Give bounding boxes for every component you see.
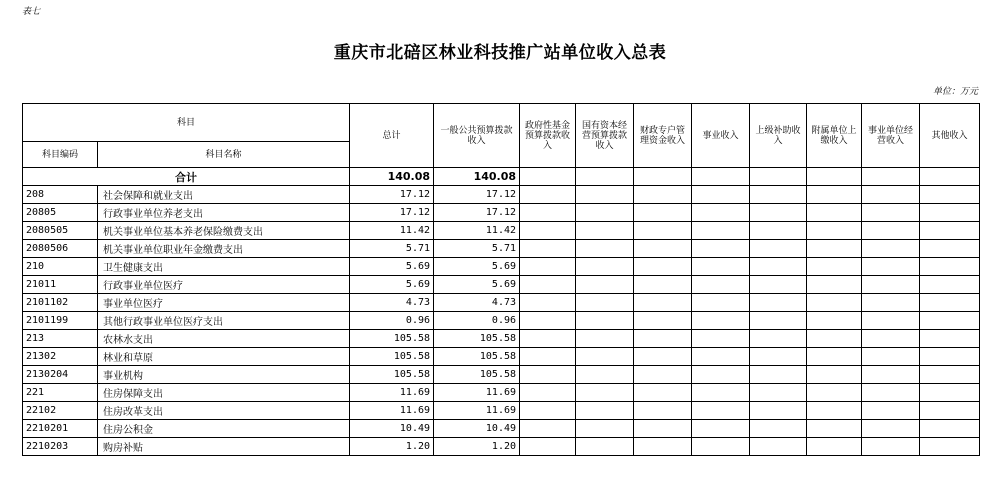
general-budget-cell: 105.58 — [434, 366, 520, 384]
general-budget-cell: 0.96 — [434, 312, 520, 330]
subject-name-cell: 社会保障和就业支出 — [98, 186, 350, 204]
general-budget-cell: 11.69 — [434, 402, 520, 420]
empty-cell — [634, 222, 692, 240]
empty-cell — [920, 330, 980, 348]
subject-name-cell: 住房公积金 — [98, 420, 350, 438]
empty-cell — [634, 276, 692, 294]
subject-code-cell: 208 — [23, 186, 98, 204]
state-capital-header: 国有资本经营预算拨款收入 — [576, 104, 634, 168]
empty-cell — [807, 258, 862, 276]
empty-cell — [750, 186, 807, 204]
empty-cell — [576, 204, 634, 222]
general-budget-cell: 1.20 — [434, 438, 520, 456]
empty-cell — [634, 312, 692, 330]
empty-cell — [634, 330, 692, 348]
empty-cell — [576, 384, 634, 402]
total-row — [23, 168, 980, 186]
empty-cell — [807, 438, 862, 456]
affiliated-header: 附属单位上缴收入 — [807, 104, 862, 168]
subject-name-cell: 机关事业单位职业年金缴费支出 — [98, 240, 350, 258]
table-row — [23, 240, 980, 258]
empty-cell — [807, 402, 862, 420]
empty-cell — [520, 330, 576, 348]
empty-cell — [807, 204, 862, 222]
empty-cell — [920, 240, 980, 258]
empty-cell — [692, 366, 750, 384]
empty-cell — [807, 420, 862, 438]
empty-cell — [862, 276, 920, 294]
empty-cell — [520, 312, 576, 330]
total-cell: 105.58 — [350, 330, 434, 348]
empty-cell — [634, 186, 692, 204]
empty-cell — [634, 240, 692, 258]
empty-cell — [692, 186, 750, 204]
subject-code-cell: 210 — [23, 258, 98, 276]
empty-cell — [862, 240, 920, 258]
total-cell: 11.42 — [350, 222, 434, 240]
subject-name-cell: 林业和草原 — [98, 348, 350, 366]
empty-cell — [862, 366, 920, 384]
empty-cell — [634, 204, 692, 222]
empty-cell — [862, 330, 920, 348]
total-cell: 5.69 — [350, 276, 434, 294]
empty-cell — [634, 258, 692, 276]
empty-cell — [862, 222, 920, 240]
empty-cell — [520, 402, 576, 420]
empty-cell — [576, 312, 634, 330]
empty-cell — [750, 384, 807, 402]
income-summary-table — [22, 103, 980, 456]
empty-cell — [576, 240, 634, 258]
empty-cell — [920, 366, 980, 384]
table-row — [23, 330, 980, 348]
empty-cell — [920, 204, 980, 222]
empty-cell — [634, 384, 692, 402]
total-cell: 0.96 — [350, 312, 434, 330]
total-cell: 1.20 — [350, 438, 434, 456]
empty-cell — [807, 366, 862, 384]
general-budget-cell: 4.73 — [434, 294, 520, 312]
empty-cell — [692, 402, 750, 420]
subject-code-cell: 2210203 — [23, 438, 98, 456]
subject-header: 科目 — [23, 104, 350, 142]
general-budget-cell: 17.12 — [434, 186, 520, 204]
empty-cell — [750, 204, 807, 222]
empty-cell — [576, 276, 634, 294]
empty-cell — [750, 402, 807, 420]
total-label: 合计 — [23, 168, 350, 186]
special-fund-header: 财政专户管理资金收入 — [634, 104, 692, 168]
subject-name-cell: 住房保障支出 — [98, 384, 350, 402]
total-cell: 5.69 — [350, 258, 434, 276]
empty-cell — [920, 258, 980, 276]
subject-code-header: 科目编码 — [23, 142, 98, 168]
subject-name-cell: 机关事业单位基本养老保险缴费支出 — [98, 222, 350, 240]
empty-cell — [634, 294, 692, 312]
empty-cell — [520, 366, 576, 384]
empty-cell — [634, 402, 692, 420]
subject-code-cell: 21011 — [23, 276, 98, 294]
subject-name-cell: 行政事业单位养老支出 — [98, 204, 350, 222]
empty-cell — [750, 294, 807, 312]
general-budget-cell: 5.71 — [434, 240, 520, 258]
empty-cell — [750, 330, 807, 348]
empty-cell — [576, 294, 634, 312]
table-row — [23, 258, 980, 276]
subject-code-cell: 2080505 — [23, 222, 98, 240]
empty-cell — [692, 312, 750, 330]
general-budget-cell: 17.12 — [434, 204, 520, 222]
general-budget-cell: 10.49 — [434, 420, 520, 438]
subject-code-cell: 2130204 — [23, 366, 98, 384]
empty-cell — [750, 276, 807, 294]
empty-cell — [920, 312, 980, 330]
empty-cell — [862, 348, 920, 366]
total-cell: 10.49 — [350, 420, 434, 438]
general-budget-cell: 105.58 — [434, 330, 520, 348]
subject-code-cell: 2101199 — [23, 312, 98, 330]
subject-name-cell: 卫生健康支出 — [98, 258, 350, 276]
empty-cell — [520, 222, 576, 240]
total-cell: 105.58 — [350, 366, 434, 384]
table-row — [23, 276, 980, 294]
table-row — [23, 312, 980, 330]
empty-cell — [576, 222, 634, 240]
empty-cell — [692, 348, 750, 366]
subject-name-cell: 农林水支出 — [98, 330, 350, 348]
subject-code-cell: 21302 — [23, 348, 98, 366]
empty-cell — [920, 384, 980, 402]
empty-cell — [576, 438, 634, 456]
subject-code-cell: 20805 — [23, 204, 98, 222]
empty-cell — [807, 312, 862, 330]
empty-cell — [692, 384, 750, 402]
subject-name-cell: 其他行政事业单位医疗支出 — [98, 312, 350, 330]
subject-code-cell: 2080506 — [23, 240, 98, 258]
empty-cell — [750, 348, 807, 366]
gov-fund-header: 政府性基金预算拨款收入 — [520, 104, 576, 168]
subject-code-cell: 22102 — [23, 402, 98, 420]
subject-name-cell: 住房改革支出 — [98, 402, 350, 420]
operating-header: 事业单位经营收入 — [862, 104, 920, 168]
empty-cell — [862, 186, 920, 204]
empty-cell — [520, 384, 576, 402]
empty-cell — [807, 384, 862, 402]
total-cell: 17.12 — [350, 204, 434, 222]
empty-cell — [520, 240, 576, 258]
table-row — [23, 402, 980, 420]
general-budget-cell: 5.69 — [434, 276, 520, 294]
page-title: 重庆市北碚区林业科技推广站单位收入总表 — [333, 43, 667, 63]
subject-code-cell: 2101102 — [23, 294, 98, 312]
table-row — [23, 186, 980, 204]
unit-label: 单位：万元 — [932, 87, 978, 97]
empty-cell — [692, 204, 750, 222]
empty-cell — [520, 294, 576, 312]
empty-cell — [576, 330, 634, 348]
empty-cell — [692, 276, 750, 294]
subject-code-cell: 221 — [23, 384, 98, 402]
empty-cell — [920, 294, 980, 312]
empty-cell — [634, 438, 692, 456]
table-row — [23, 420, 980, 438]
empty-cell — [576, 186, 634, 204]
general-budget-cell: 105.58 — [434, 348, 520, 366]
empty-cell — [576, 258, 634, 276]
empty-cell — [750, 366, 807, 384]
empty-cell — [692, 294, 750, 312]
empty-cell — [576, 348, 634, 366]
empty-cell — [634, 366, 692, 384]
empty-cell — [520, 258, 576, 276]
subsidy-header: 上级补助收入 — [750, 104, 807, 168]
empty-cell — [520, 276, 576, 294]
empty-cell — [920, 186, 980, 204]
empty-cell — [862, 438, 920, 456]
empty-cell — [920, 402, 980, 420]
general-budget-cell: 11.69 — [434, 384, 520, 402]
total-cell: 17.12 — [350, 186, 434, 204]
total-value: 140.08 — [350, 168, 434, 186]
empty-cell — [807, 348, 862, 366]
other-header: 其他收入 — [920, 104, 980, 168]
empty-cell — [750, 258, 807, 276]
empty-cell — [862, 384, 920, 402]
table-number-tag: 表七 — [22, 7, 41, 17]
business-income-header: 事业收入 — [692, 104, 750, 168]
empty-cell — [920, 222, 980, 240]
empty-cell — [862, 204, 920, 222]
empty-cell — [862, 312, 920, 330]
total-cell: 105.58 — [350, 348, 434, 366]
table-row — [23, 438, 980, 456]
empty-cell — [634, 420, 692, 438]
empty-cell — [807, 186, 862, 204]
subject-code-cell: 213 — [23, 330, 98, 348]
table-row — [23, 348, 980, 366]
total-cell: 4.73 — [350, 294, 434, 312]
subject-name-cell: 事业机构 — [98, 366, 350, 384]
empty-cell — [634, 348, 692, 366]
general-budget-header: 一般公共预算拨款收入 — [434, 104, 520, 168]
empty-cell — [920, 420, 980, 438]
empty-cell — [750, 240, 807, 258]
empty-cell — [920, 438, 980, 456]
empty-cell — [520, 204, 576, 222]
empty-cell — [692, 438, 750, 456]
empty-cell — [862, 402, 920, 420]
total-cell: 5.71 — [350, 240, 434, 258]
table-row — [23, 384, 980, 402]
empty-cell — [692, 330, 750, 348]
empty-cell — [862, 420, 920, 438]
empty-cell — [520, 348, 576, 366]
empty-cell — [920, 348, 980, 366]
empty-cell — [807, 330, 862, 348]
general-budget-cell: 5.69 — [434, 258, 520, 276]
empty-cell — [692, 222, 750, 240]
empty-cell — [520, 186, 576, 204]
empty-cell — [750, 420, 807, 438]
table-row — [23, 222, 980, 240]
empty-cell — [750, 438, 807, 456]
empty-cell — [807, 276, 862, 294]
empty-cell — [576, 420, 634, 438]
empty-cell — [576, 402, 634, 420]
empty-cell — [920, 276, 980, 294]
empty-cell — [520, 438, 576, 456]
total-header: 总计 — [350, 104, 434, 168]
empty-cell — [862, 258, 920, 276]
general-budget-cell: 11.42 — [434, 222, 520, 240]
empty-cell — [750, 312, 807, 330]
empty-cell — [807, 222, 862, 240]
empty-cell — [576, 366, 634, 384]
subject-code-cell: 2210201 — [23, 420, 98, 438]
empty-cell — [807, 294, 862, 312]
table-row — [23, 204, 980, 222]
empty-cell — [692, 420, 750, 438]
empty-cell — [692, 258, 750, 276]
subject-name-cell: 事业单位医疗 — [98, 294, 350, 312]
total-general-value: 140.08 — [434, 168, 520, 186]
subject-name-cell: 行政事业单位医疗 — [98, 276, 350, 294]
empty-cell — [862, 294, 920, 312]
empty-cell — [807, 240, 862, 258]
subject-name-cell: 购房补贴 — [98, 438, 350, 456]
empty-cell — [692, 240, 750, 258]
empty-cell — [520, 420, 576, 438]
total-cell: 11.69 — [350, 402, 434, 420]
table-row — [23, 366, 980, 384]
empty-cell — [750, 222, 807, 240]
table-row — [23, 294, 980, 312]
subject-name-header: 科目名称 — [98, 142, 350, 168]
total-cell: 11.69 — [350, 384, 434, 402]
